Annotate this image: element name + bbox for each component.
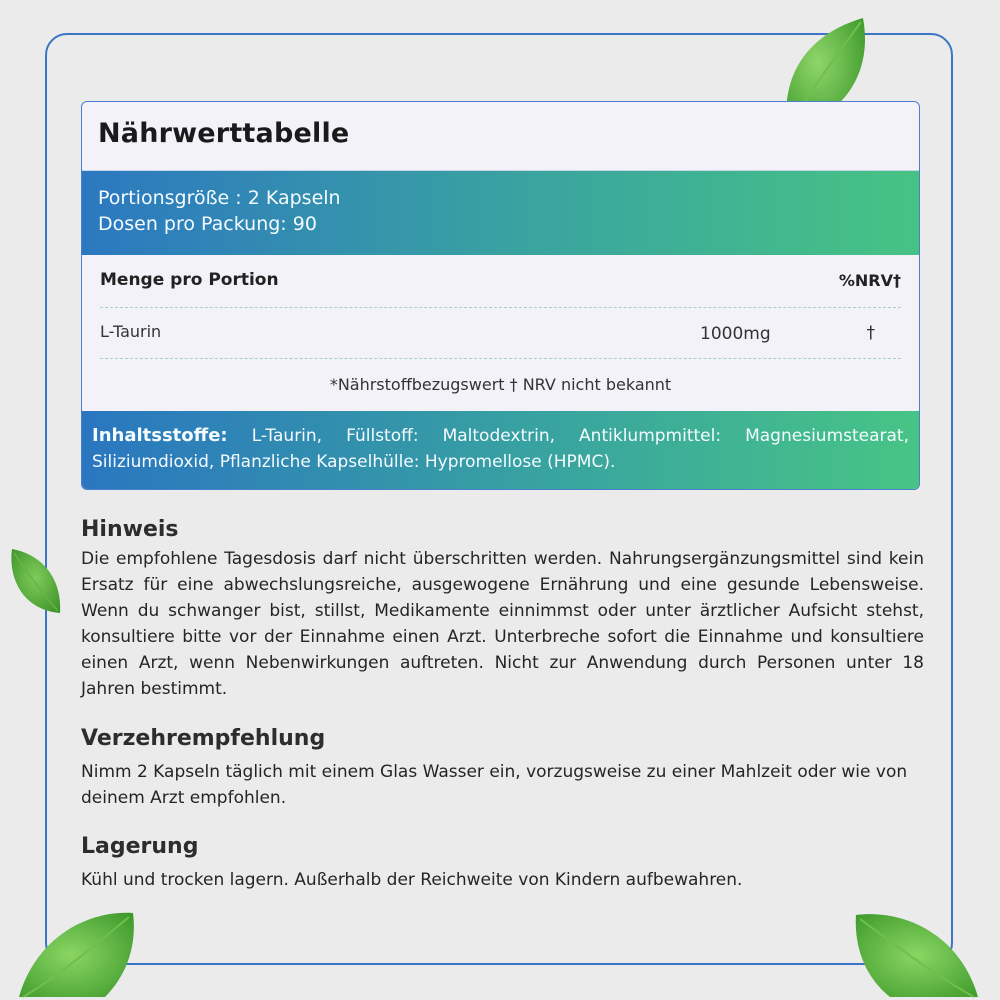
verzehrempfehlung-heading: Verzehrempfehlung xyxy=(81,726,326,751)
column-header-amount: Menge pro Portion xyxy=(100,270,279,290)
hinweis-section xyxy=(81,517,924,702)
table-header-row xyxy=(100,255,901,308)
ingredients-text: L-Taurin, Füllstoff: Maltodextrin, Antiklumpmittel: Magnesiumstearat, Siliziumdioxid, Pflanzliche Kapselhülle: Hypromellose (HPMC). xyxy=(92,426,909,472)
verzehrempfehlung-section xyxy=(81,726,961,811)
ingredient-name: L-Taurin xyxy=(100,322,162,341)
lagerung-heading: Lagerung xyxy=(81,834,199,859)
table-footnote: *Nährstoffbezugswert † NRV nicht bekannt xyxy=(329,375,672,394)
lagerung-text: Kühl und trocken lagern. Außerhalb der Reichweite von Kindern aufbewahren. xyxy=(81,870,743,890)
hinweis-text: Die empfohlene Tagesdosis darf nicht überschritten werden. Nahrungsergänzungsmittel sind kein Ersatz für eine abwechslungsreiche, ausgewogene Ernährung und eine gesunde Lebensweise. Wenn du schwanger bist, stillst, Medikamente einnimmst oder unter ärztlicher Aufsicht stehst, konsultiere bitte vor der Einnahme einen Arzt. Unterbreche sofort die Einnahme und konsultiere einen Arzt, wenn Nebenwirkungen auftreten. Nicht zur Anwendung durch Personen unter 18 Jahren bestimmt. xyxy=(81,549,924,699)
table-row xyxy=(100,308,901,359)
serving-info-band xyxy=(82,171,919,255)
ingredient-nrv: † xyxy=(866,323,875,343)
column-header-nrv: %NRV† xyxy=(838,271,901,290)
serving-size: Portionsgröße : 2 Kapseln xyxy=(98,187,341,209)
leaf-icon xyxy=(4,545,66,617)
lagerung-section xyxy=(81,834,924,893)
nutrition-table xyxy=(81,101,920,490)
leaf-icon xyxy=(850,905,980,1000)
servings-per-pack: Dosen pro Packung: 90 xyxy=(98,213,317,235)
ingredient-amount: 1000mg xyxy=(700,324,771,344)
hinweis-heading: Hinweis xyxy=(81,517,179,542)
table-title-row xyxy=(82,102,919,171)
ingredients-label: Inhaltsstoffe: xyxy=(92,425,228,446)
ingredients-band xyxy=(82,411,919,489)
leaf-icon xyxy=(15,905,137,1000)
verzehrempfehlung-text: Nimm 2 Kapseln täglich mit einem Glas Wasser ein, vorzugsweise zu einer Mahlzeit oder wie von deinem Arzt empfohlen. xyxy=(81,762,908,808)
table-footnote-row xyxy=(82,359,919,413)
table-title: Nährwerttabelle xyxy=(98,118,350,149)
